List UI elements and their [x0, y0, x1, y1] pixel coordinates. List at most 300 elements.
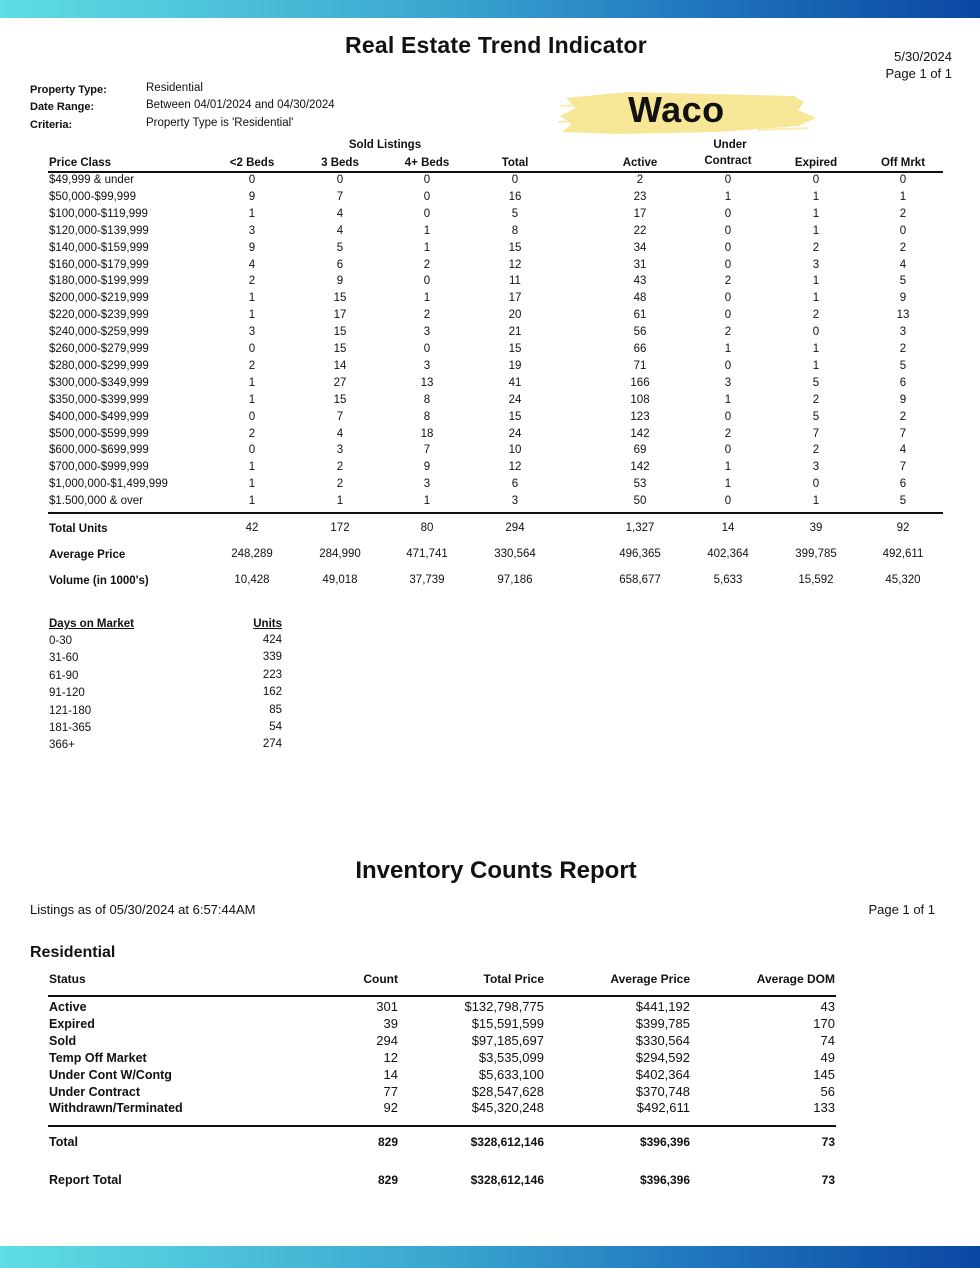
table-cell: 7 [812, 427, 820, 440]
inv-total-rule [48, 1125, 836, 1127]
table-cell: 22 [633, 224, 647, 237]
table-cell: 2 [812, 393, 820, 406]
table-cell: 123 [630, 410, 650, 423]
report-date: 5/30/2024 [894, 49, 952, 64]
table-cell: 1 [248, 393, 256, 406]
inv-avg-price: $330,564 [635, 1032, 690, 1048]
table-cell: 1 [248, 461, 256, 474]
summary-row-label: Total Units [49, 523, 108, 535]
summary-cell: 97,186 [497, 574, 533, 586]
inv-total-avg-dom: 73 [821, 1135, 835, 1149]
summary-cell: 92 [896, 522, 910, 534]
table-cell: 13 [896, 309, 910, 322]
price-class-label: $1.500,000 & over [49, 495, 143, 508]
table-cell: 1 [724, 393, 732, 406]
table-cell: 1 [336, 495, 344, 508]
inv-total-price: $328,612,146 [470, 1135, 544, 1149]
table-cell: 2 [724, 275, 732, 288]
table-cell: 2 [899, 207, 907, 220]
table-cell: 7 [423, 444, 431, 457]
price-class-label: $500,000-$599,999 [49, 427, 149, 440]
dom-range: 0-30 [49, 635, 73, 647]
table-cell: 15 [333, 393, 347, 406]
table-cell: 2 [248, 359, 256, 372]
table-cell: 43 [633, 275, 647, 288]
col-header-price-class: Price Class [49, 157, 112, 169]
table-cell: 0 [248, 343, 256, 355]
table-cell: 2 [899, 410, 907, 423]
inv-status: Under Cont W/Contg [49, 1067, 172, 1082]
inv-count: 294 [376, 1032, 398, 1048]
table-cell: 0 [511, 174, 519, 186]
table-cell: 9 [899, 292, 907, 305]
table-cell: 108 [630, 393, 650, 406]
col-header-expired: Expired [794, 157, 838, 169]
table-cell: 5 [336, 241, 344, 254]
summary-cell: 15,592 [798, 574, 834, 586]
table-cell: 16 [508, 190, 522, 203]
price-class-label: $260,000-$279,999 [49, 343, 149, 355]
table-cell: 24 [508, 393, 522, 406]
table-cell: 2 [899, 241, 907, 254]
summary-cell: 496,365 [619, 548, 661, 560]
table-cell: 1 [724, 190, 732, 203]
table-cell: 4 [336, 207, 344, 220]
price-class-label: $100,000-$119,999 [49, 207, 148, 220]
summary-cell: 399,785 [795, 548, 837, 560]
col-header-4plus-beds: 4+ Beds [404, 157, 450, 169]
table-cell: 15 [333, 326, 347, 339]
dom-range: 366+ [49, 739, 75, 752]
table-cell: 3 [248, 326, 256, 339]
table-cell: 5 [899, 359, 907, 372]
inv-col-average-price: Average Price [610, 972, 690, 986]
table-cell: 15 [508, 343, 522, 355]
criteria-value: Property Type is 'Residential' [146, 117, 294, 129]
inv-avg-price: $492,611 [636, 1100, 690, 1116]
price-class-label: $200,000-$219,999 [49, 292, 149, 305]
dom-units: 54 [269, 721, 282, 733]
price-class-label: $120,000-$139,999 [49, 224, 149, 237]
table-cell: 0 [248, 410, 256, 423]
dom-header-units: Units [253, 618, 282, 630]
inv-avg-price: $402,364 [635, 1066, 690, 1082]
table-cell: 0 [423, 343, 431, 355]
price-class-label: $600,000-$699,999 [49, 444, 149, 457]
table-cell: 0 [423, 275, 431, 288]
price-class-label: $140,000-$159,999 [49, 241, 149, 254]
header-rule [48, 171, 943, 173]
table-cell: 17 [508, 292, 522, 305]
inv-total-price: $132,798,775 [464, 999, 544, 1014]
price-class-label: $180,000-$199,999 [49, 275, 149, 288]
table-cell: 4 [336, 427, 344, 440]
table-cell: 12 [508, 258, 522, 271]
trend-report-title: Real Estate Trend Indicator [345, 32, 647, 58]
table-cell: 1 [812, 292, 820, 305]
inv-avg-dom: 43 [820, 999, 835, 1014]
inv-total-price: $97,185,697 [471, 1032, 544, 1048]
table-cell: 50 [633, 495, 647, 508]
report-total-avg-dom: 73 [821, 1173, 835, 1187]
table-cell: 0 [724, 174, 732, 186]
summary-cell: 5,633 [713, 574, 743, 586]
table-cell: 31 [633, 258, 647, 271]
price-class-label: $300,000-$349,999 [49, 376, 149, 389]
inv-count: 301 [376, 999, 398, 1014]
col-header-total: Total [501, 157, 529, 169]
summary-cell: 39 [809, 522, 823, 534]
price-class-label: $280,000-$299,999 [49, 359, 149, 372]
table-cell: 4 [899, 444, 907, 457]
table-cell: 13 [420, 376, 434, 389]
table-cell: 56 [633, 326, 647, 339]
inv-total-price: $5,633,100 [478, 1066, 544, 1082]
table-cell: 6 [336, 258, 344, 271]
table-cell: 1 [724, 461, 732, 474]
table-cell: 17 [333, 309, 347, 322]
table-cell: 24 [508, 427, 522, 440]
summary-cell: 1,327 [625, 522, 655, 534]
inv-status: Temp Off Market [49, 1050, 147, 1065]
page-indicator: Page 1 of 1 [885, 66, 952, 81]
table-cell: 17 [633, 207, 647, 220]
inv-avg-price: $399,785 [635, 1015, 690, 1031]
table-cell: 2 [423, 258, 431, 271]
table-cell: 9 [248, 241, 256, 254]
table-cell: 5 [812, 376, 820, 389]
inv-avg-dom: 145 [813, 1066, 835, 1082]
table-cell: 0 [248, 174, 256, 186]
table-cell: 3 [423, 326, 431, 339]
date-range-label: Date Range: [30, 101, 95, 113]
sold-listings-group-header: Sold Listings [348, 139, 422, 151]
table-cell: 1 [423, 224, 431, 237]
top-gradient-bar [0, 0, 980, 18]
table-cell: 2 [724, 427, 732, 440]
table-cell: 1 [812, 207, 820, 220]
table-cell: 8 [511, 224, 519, 237]
inv-avg-dom: 74 [820, 1032, 835, 1048]
report-total-count: 829 [377, 1173, 398, 1187]
table-cell: 0 [724, 495, 732, 508]
inv-status: Withdrawn/Terminated [49, 1101, 183, 1116]
table-cell: 2 [636, 174, 644, 186]
dom-units: 424 [262, 634, 282, 646]
table-cell: 2 [423, 309, 431, 322]
table-cell: 2 [724, 326, 732, 339]
table-cell: 27 [333, 376, 347, 389]
inv-status: Expired [49, 1016, 95, 1031]
table-cell: 3 [248, 224, 256, 237]
table-cell: 7 [336, 190, 344, 203]
price-class-label: $350,000-$399,999 [49, 393, 149, 406]
table-cell: 0 [899, 174, 907, 186]
table-cell: 3 [724, 376, 732, 389]
table-cell: 15 [508, 410, 522, 423]
table-cell: 0 [724, 444, 732, 457]
table-cell: 53 [633, 478, 647, 491]
col-header-active: Active [622, 157, 658, 169]
table-cell: 4 [336, 224, 344, 237]
table-cell: 4 [248, 258, 256, 271]
table-cell: 1 [812, 495, 820, 508]
table-cell: 71 [633, 359, 647, 372]
col-header-off-mrkt: Off Mrkt [880, 157, 926, 169]
table-cell: 4 [899, 258, 907, 271]
table-cell: 69 [633, 444, 647, 457]
table-cell: 166 [630, 376, 650, 389]
summary-cell: 42 [245, 522, 259, 534]
summary-cell: 45,320 [885, 574, 921, 586]
summary-cell: 248,289 [231, 548, 273, 560]
price-class-label: $400,000-$499,999 [49, 410, 149, 423]
table-cell: 9 [248, 190, 256, 203]
dom-header-label: Days on Market [49, 618, 135, 630]
table-cell: 9 [423, 461, 431, 474]
table-cell: 48 [633, 292, 647, 305]
inv-count: 12 [383, 1049, 398, 1065]
table-cell: 14 [333, 359, 347, 372]
inv-col-average-dom: Average DOM [756, 972, 835, 986]
report-total-label: Report Total [49, 1173, 122, 1187]
table-cell: 5 [812, 410, 820, 423]
table-cell: 1 [812, 224, 820, 237]
table-cell: 0 [423, 174, 431, 186]
price-class-label: $49,999 & under [49, 174, 135, 186]
property-type-label: Property Type: [30, 84, 107, 96]
table-cell: 3 [812, 461, 820, 474]
inv-status: Active [49, 1000, 87, 1014]
table-cell: 1 [724, 478, 732, 491]
table-cell: 2 [336, 478, 344, 491]
table-cell: 10 [508, 444, 522, 457]
table-cell: 15 [333, 343, 347, 355]
table-cell: 1 [724, 343, 732, 355]
table-cell: 41 [508, 376, 522, 389]
summary-cell: 14 [721, 522, 735, 534]
dom-units: 223 [262, 668, 282, 681]
table-cell: 0 [724, 410, 732, 423]
table-cell: 3 [899, 326, 907, 339]
table-cell: 61 [633, 309, 647, 322]
table-cell: 8 [423, 410, 431, 423]
table-cell: 9 [899, 393, 907, 406]
inv-avg-price: $441,192 [635, 999, 690, 1014]
table-cell: 18 [420, 427, 434, 440]
summary-cell: 172 [330, 522, 350, 534]
inv-total-avg-price: $396,396 [639, 1135, 690, 1149]
price-class-label: $1,000,000-$1,499,999 [49, 478, 168, 491]
price-class-label: $220,000-$239,999 [49, 309, 149, 322]
table-cell: 20 [508, 309, 522, 322]
inv-col-total-price: Total Price [483, 972, 544, 986]
table-cell: 6 [511, 478, 519, 491]
table-cell: 0 [724, 258, 732, 271]
table-bottom-rule [48, 512, 943, 514]
table-cell: 19 [508, 359, 522, 372]
table-cell: 1 [812, 359, 820, 372]
summary-cell: 10,428 [234, 574, 270, 586]
table-cell: 7 [899, 461, 907, 474]
table-cell: 5 [511, 207, 519, 220]
location-badge: Waco [628, 89, 725, 130]
table-cell: 1 [248, 292, 256, 305]
col-header-contract: Contract [704, 155, 752, 167]
table-cell: 1 [248, 478, 256, 491]
inventory-page-indicator: Page 1 of 1 [868, 902, 935, 917]
dom-range: 121-180 [49, 704, 92, 717]
table-cell: 3 [812, 258, 820, 271]
table-cell: 0 [724, 224, 732, 237]
summary-cell: 80 [420, 522, 434, 534]
inv-total-price: $3,535,099 [478, 1049, 544, 1065]
summary-cell: 294 [505, 522, 525, 534]
inv-status: Under Contract [49, 1084, 140, 1099]
under-group-header: Under [713, 139, 747, 151]
table-cell: 5 [899, 495, 907, 508]
table-cell: 2 [248, 275, 256, 288]
inv-header-rule [48, 995, 836, 997]
summary-cell: 492,611 [882, 548, 924, 560]
table-cell: 3 [423, 478, 431, 491]
table-cell: 9 [336, 275, 344, 288]
table-cell: 0 [899, 224, 907, 237]
table-cell: 2 [336, 461, 344, 474]
inv-count: 39 [383, 1015, 398, 1031]
table-cell: 1 [423, 495, 431, 508]
inv-total-price: $15,591,599 [471, 1015, 544, 1031]
table-cell: 0 [724, 292, 732, 305]
section-heading-residential: Residential [30, 944, 116, 961]
table-cell: 7 [336, 410, 344, 423]
table-cell: 3 [511, 495, 519, 508]
inv-avg-price: $294,592 [635, 1049, 690, 1065]
table-cell: 8 [423, 393, 431, 406]
table-cell: 3 [423, 359, 431, 372]
table-cell: 0 [812, 478, 820, 491]
price-class-label: $160,000-$179,999 [49, 258, 149, 271]
dom-units: 274 [262, 738, 282, 751]
table-cell: 15 [333, 292, 347, 305]
price-class-label: $50,000-$99,999 [49, 190, 136, 203]
table-cell: 15 [508, 241, 522, 254]
table-cell: 5 [899, 275, 907, 288]
criteria-label: Criteria: [30, 119, 73, 131]
inv-total-count: 829 [377, 1135, 398, 1149]
inv-count: 77 [383, 1083, 398, 1099]
table-cell: 0 [423, 207, 431, 220]
inv-avg-dom: 49 [820, 1049, 835, 1065]
table-cell: 2 [899, 343, 907, 355]
table-cell: 1 [248, 495, 256, 508]
col-header-3-beds: 3 Beds [321, 157, 359, 169]
summary-row-label: Volume (in 1000's) [49, 575, 149, 587]
dom-units: 339 [262, 651, 282, 664]
table-cell: 2 [812, 241, 820, 254]
table-cell: 1 [812, 190, 820, 203]
inv-avg-dom: 133 [813, 1100, 835, 1116]
inv-count: 92 [383, 1100, 398, 1116]
inv-total-price: $45,320,248 [471, 1100, 544, 1116]
table-cell: 0 [724, 309, 732, 322]
table-cell: 142 [630, 427, 650, 440]
table-cell: 2 [248, 427, 256, 440]
table-cell: 1 [812, 343, 820, 355]
bottom-gradient-bar [0, 1246, 980, 1268]
inv-col-status: Status [49, 972, 86, 986]
date-range-value: Between 04/01/2024 and 04/30/2024 [146, 99, 335, 111]
table-cell: 3 [336, 444, 344, 457]
property-type-value: Residential [146, 82, 203, 94]
price-class-label: $700,000-$999,999 [49, 461, 149, 474]
table-cell: 2 [812, 444, 820, 457]
report-total-price: $328,612,146 [470, 1173, 544, 1187]
table-cell: 11 [509, 275, 521, 288]
summary-cell: 402,364 [707, 548, 749, 560]
table-cell: 0 [812, 326, 820, 339]
table-cell: 1 [248, 207, 256, 220]
table-cell: 12 [508, 461, 522, 474]
table-cell: 0 [812, 174, 820, 186]
summary-cell: 471,741 [406, 548, 448, 560]
table-cell: 6 [899, 376, 907, 389]
summary-cell: 49,018 [322, 574, 358, 586]
inv-avg-price: $370,748 [635, 1083, 690, 1099]
dom-units: 85 [269, 703, 282, 716]
table-cell: 6 [899, 478, 907, 491]
inv-col-count: Count [363, 972, 398, 986]
col-header-lt2-beds: <2 Beds [229, 157, 275, 169]
inv-total-price: $28,547,628 [471, 1083, 544, 1099]
dom-units: 162 [262, 686, 282, 699]
listings-as-of: Listings as of 05/30/2024 at 6:57:44AM [30, 902, 256, 917]
table-cell: 66 [633, 343, 647, 355]
price-class-label: $240,000-$259,999 [49, 326, 149, 339]
table-cell: 23 [633, 190, 647, 203]
dom-range: 181-365 [49, 722, 92, 734]
table-cell: 2 [812, 309, 820, 322]
dom-range: 61-90 [49, 669, 79, 682]
table-cell: 7 [899, 427, 907, 440]
table-cell: 1 [248, 309, 256, 322]
report-total-avg-price: $396,396 [639, 1173, 690, 1187]
inv-avg-dom: 56 [820, 1083, 835, 1099]
dom-range: 31-60 [49, 652, 79, 665]
inv-count: 14 [383, 1066, 398, 1082]
inv-avg-dom: 170 [813, 1015, 835, 1031]
table-cell: 34 [633, 241, 647, 254]
table-cell: 1 [899, 190, 907, 203]
table-cell: 1 [248, 376, 256, 389]
table-cell: 0 [724, 207, 732, 220]
table-cell: 0 [423, 190, 431, 203]
summary-cell: 330,564 [494, 548, 536, 560]
inventory-report-title: Inventory Counts Report [355, 857, 637, 884]
inv-total-label: Total [49, 1135, 78, 1149]
table-cell: 0 [724, 241, 732, 254]
inv-status: Sold [49, 1033, 77, 1048]
dom-range: 91-120 [49, 687, 85, 700]
table-cell: 0 [248, 444, 256, 457]
table-cell: 0 [336, 174, 344, 186]
summary-cell: 284,990 [319, 548, 361, 560]
table-cell: 21 [508, 326, 522, 339]
summary-cell: 658,677 [619, 574, 661, 586]
summary-cell: 37,739 [409, 574, 445, 586]
table-cell: 0 [724, 359, 732, 372]
summary-row-label: Average Price [49, 549, 126, 561]
